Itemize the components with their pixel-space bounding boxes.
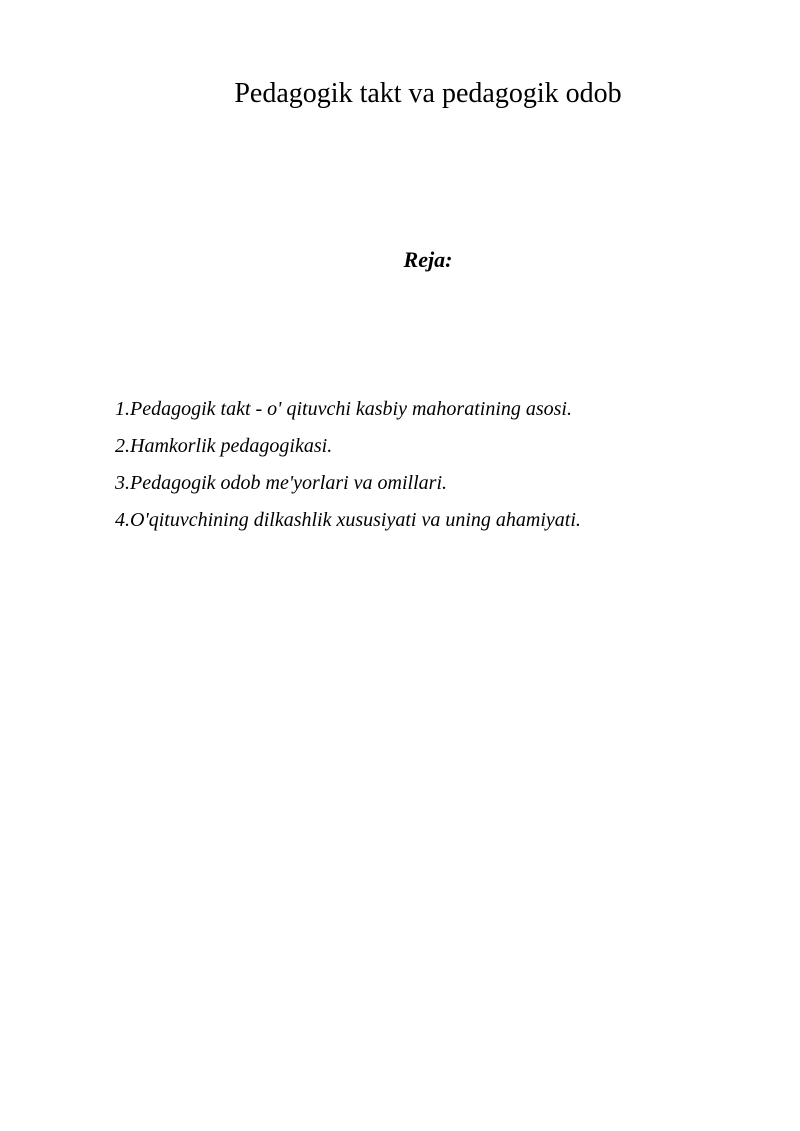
plan-heading: Reja: bbox=[403, 247, 453, 272]
plan-item-2: 2.Hamkorlik pedagogikasi. bbox=[115, 435, 333, 457]
plan-list bbox=[115, 396, 581, 544]
document-title: Pedagogik takt va pedagogik odob bbox=[234, 78, 622, 109]
plan-item-1: 1.Pedagogik takt - o' qituvchi kasbiy mahoratining asosi. bbox=[115, 398, 572, 420]
plan-item-4: 4.O'qituvchining dilkashlik xususiyati va uning ahamiyati. bbox=[115, 509, 581, 531]
plan-item-3: 3.Pedagogik odob me'yorlari va omillari. bbox=[115, 472, 448, 494]
